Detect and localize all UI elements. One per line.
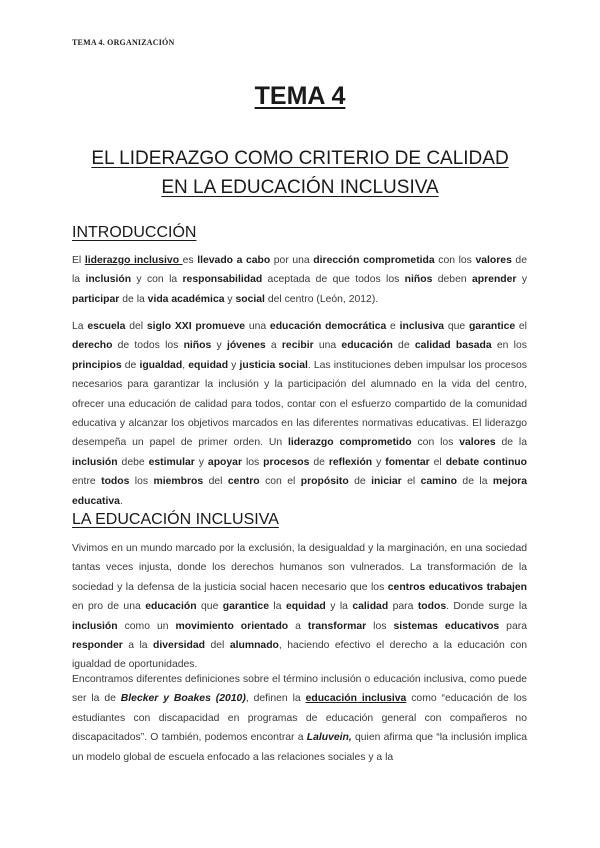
emphasized-text: derecho: [72, 340, 113, 352]
tema-title: TEMA 4: [254, 82, 346, 110]
emphasized-text: mejora educativa: [72, 476, 527, 507]
emphasized-text: calidad: [352, 601, 389, 613]
text-run: del: [203, 476, 228, 488]
text-run: La: [72, 321, 88, 332]
text-run: ,: [182, 359, 189, 371]
text-run: por una: [270, 255, 314, 266]
text-run: del: [205, 640, 230, 652]
emphasized-text: iniciar: [371, 476, 402, 488]
emphasized-text: jóvenes: [226, 340, 266, 352]
main-title-line1: EL LIDERAZGO COMO CRITERIO DE CALIDAD: [91, 148, 509, 169]
text-run: . Las instituciones deben impulsar los procesos necesarios para garantizar la inclusión y la participación del alumnado en la vida del centro, ofrecer una educación de calidad para todos, contar con el esfuerzo compartido de la comunidad educativa y alcanzar los objetivos marcados en las diferentes normativas educativas. El liderazgo desempeña un papel de primer orden. Un: [72, 359, 527, 449]
text-run: y con la: [131, 274, 183, 286]
emphasized-text: procesos: [263, 456, 310, 468]
emphasized-text: educación inclusiva: [305, 693, 407, 705]
section-heading-introduccion: INTRODUCCIÓN: [72, 224, 197, 241]
emphasized-text: transformar: [307, 620, 367, 632]
text-run: una: [245, 321, 270, 332]
paragraph: [72, 317, 527, 511]
text-run: la: [268, 601, 286, 613]
text-run: quien afirma que “la inclusión implica un modelo global de escuela enfocado a las relaciones sociales y a la: [72, 732, 528, 763]
paragraph: [72, 539, 527, 675]
emphasized-text: Blecker y Boakes (2010): [120, 693, 246, 705]
paragraph: [72, 670, 527, 767]
emphasized-text: equidad: [188, 359, 229, 371]
text-run: los: [242, 456, 264, 468]
emphasized-text: garantice: [468, 321, 516, 332]
text-run: en los: [491, 340, 527, 352]
text-run: aceptada de que todos los: [262, 274, 405, 286]
text-run: e: [386, 321, 400, 332]
emphasized-text: garantice: [222, 601, 269, 613]
text-run: el: [401, 476, 421, 488]
emphasized-text: inclusión: [85, 274, 132, 286]
running-header: TEMA 4. ORGANIZACIÓN: [72, 38, 175, 47]
text-run: que: [444, 321, 469, 332]
text-run: y: [211, 340, 227, 352]
emphasized-text: miembros: [153, 476, 204, 488]
emphasized-text: niños: [183, 340, 212, 352]
emphasized-text: centro: [227, 476, 260, 488]
emphasized-text: principios: [72, 359, 122, 371]
text-run: de: [121, 359, 140, 371]
emphasized-text: dirección comprometida: [313, 255, 435, 266]
emphasized-text: educación: [145, 601, 197, 613]
emphasized-text: aprender: [472, 274, 517, 286]
text-run: y: [194, 456, 208, 468]
emphasized-text: equidad: [285, 601, 326, 613]
main-title-line2: EN LA EDUCACIÓN INCLUSIVA: [161, 177, 439, 198]
text-run: el: [429, 456, 446, 468]
text-run: del: [125, 321, 147, 332]
emphasized-text: social: [235, 293, 265, 305]
emphasized-text: todos: [101, 476, 130, 488]
emphasized-text: educación democrática: [269, 321, 387, 332]
text-run: los: [366, 620, 394, 632]
emphasized-text: educación: [341, 340, 393, 352]
text-run: con los: [411, 437, 460, 449]
emphasized-text: recibir: [281, 340, 314, 352]
text-run: como un: [117, 620, 176, 632]
emphasized-text: centros educativos trabajen: [387, 581, 527, 593]
emphasized-text: valores: [459, 437, 496, 449]
text-run: para: [499, 620, 527, 632]
emphasized-text: estimular: [148, 456, 195, 468]
main-title: [40, 144, 560, 202]
text-run: Vivimos en un mundo marcado por la exclusión, la desigualdad y la marginación, en una sociedad tantas veces injusta, donde los derechos humanos son vulnerados. La transformación de la sociedad y la defensa de la justicia social hacen necesario que los: [72, 543, 527, 593]
section-heading-educacion-inclusiva: LA EDUCACIÓN INCLUSIVA: [72, 511, 279, 528]
text-run: de la: [119, 293, 148, 305]
text-run: a: [265, 340, 282, 352]
text-run: del centro (León, 2012).: [264, 293, 379, 305]
text-run: el: [515, 321, 527, 332]
emphasized-text: liderazgo inclusivo: [84, 255, 183, 266]
emphasized-text: sistemas educativos: [393, 620, 500, 632]
text-run: de la: [457, 476, 493, 488]
emphasized-text: alumnado: [229, 640, 279, 652]
emphasized-text: debate continuo: [445, 456, 527, 468]
emphasized-text: propósito: [300, 476, 349, 488]
emphasized-text: llevado a cabo: [197, 255, 271, 266]
text-run: de: [392, 340, 415, 352]
emphasized-text: siglo XXI: [146, 321, 192, 332]
text-run: de: [348, 476, 372, 488]
emphasized-text: Laluvein,: [306, 732, 352, 744]
text-run: . Donde surge la: [446, 601, 527, 613]
emphasized-text: responder: [72, 640, 123, 652]
text-run: entre: [72, 476, 102, 488]
text-run: y: [224, 293, 236, 305]
emphasized-text: vida académica: [147, 293, 225, 305]
emphasized-text: reflexión: [328, 456, 373, 468]
text-run: de: [309, 456, 329, 468]
text-run: El: [72, 255, 85, 266]
text-run: Encontramos diferentes definiciones sobre el término inclusión o educación inclusiva, como puede ser la de: [72, 674, 527, 705]
text-run: para: [388, 601, 418, 613]
emphasized-text: promueve: [195, 321, 246, 332]
text-run: y: [228, 359, 240, 371]
text-run: .: [119, 495, 123, 507]
text-run: y: [372, 456, 386, 468]
emphasized-text: valores: [475, 255, 512, 266]
emphasized-text: escuela: [87, 321, 126, 332]
emphasized-text: calidad basada: [414, 340, 492, 352]
emphasized-text: niños: [404, 274, 433, 286]
text-run: y: [516, 274, 528, 286]
text-run: debe: [117, 456, 149, 468]
emphasized-text: inclusiva: [399, 321, 445, 332]
text-run: con el: [259, 476, 301, 488]
emphasized-text: fomentar: [385, 456, 430, 468]
emphasized-text: inclusión: [72, 456, 118, 468]
text-run: , definen la: [245, 693, 306, 705]
text-run: , haciendo efectivo el derecho a la educación con igualdad de oportunidades.: [72, 640, 528, 671]
emphasized-text: participar: [72, 293, 120, 305]
emphasized-text: camino: [420, 476, 458, 488]
text-run: como “educación de los estudiantes con discapacidad en programas de educación general con compañeros no discapacitados”. O también, podemos encontrar a: [72, 693, 528, 744]
text-run: a la: [122, 640, 154, 652]
emphasized-text: liderazgo comprometido: [288, 437, 412, 449]
emphasized-text: todos: [417, 601, 447, 613]
text-run: de todos los: [112, 340, 184, 352]
paragraph: [72, 251, 527, 309]
text-run: de la: [495, 437, 527, 449]
emphasized-text: justicia social: [239, 359, 308, 371]
emphasized-text: responsabilidad: [182, 274, 263, 286]
text-run: y la: [325, 601, 353, 613]
text-run: deben: [432, 274, 472, 286]
text-run: que: [196, 601, 223, 613]
emphasized-text: igualdad: [139, 359, 183, 371]
emphasized-text: inclusión: [72, 620, 118, 632]
text-run: es: [182, 255, 198, 266]
text-run: en pro de una: [72, 601, 146, 613]
text-run: a: [288, 620, 308, 632]
emphasized-text: apoyar: [207, 456, 242, 468]
text-run: una: [313, 340, 342, 352]
text-run: los: [129, 476, 154, 488]
emphasized-text: movimiento orientado: [175, 620, 289, 632]
text-run: con los: [434, 255, 476, 266]
text-run: de la: [72, 255, 527, 286]
emphasized-text: diversidad: [153, 640, 206, 652]
